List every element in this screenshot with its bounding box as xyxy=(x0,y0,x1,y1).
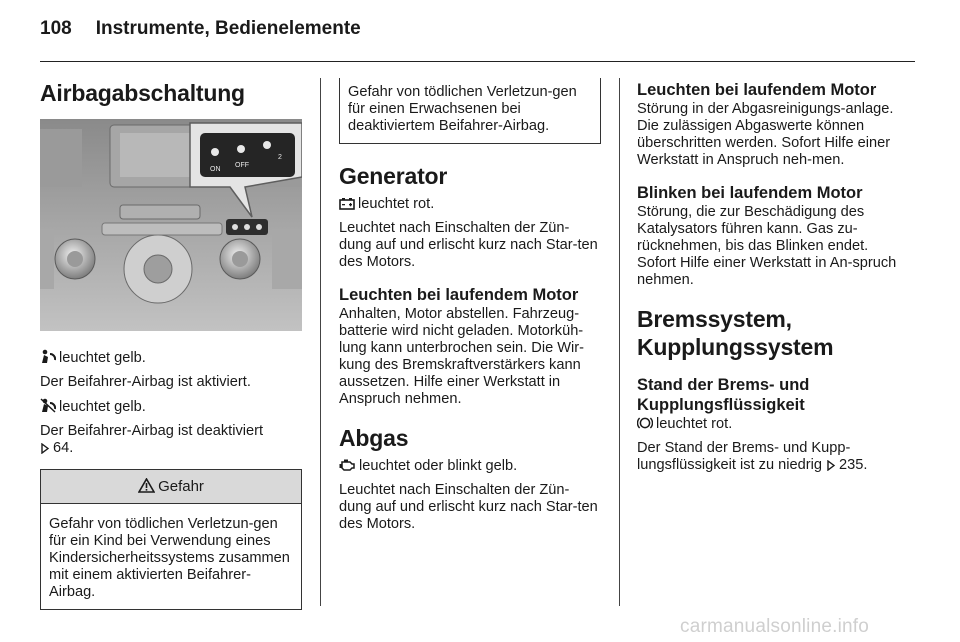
generator-status: leuchtet rot. xyxy=(358,196,435,212)
dashboard-photo xyxy=(40,119,302,331)
airbag-activated-text: Der Beifahrer-Airbag ist aktiviert. xyxy=(40,374,251,390)
watermark: carmanualsonline.info xyxy=(680,616,870,637)
brake-fluid-icon xyxy=(637,416,653,430)
running-engine-title-2: Leuchten bei laufendem Motor xyxy=(637,81,877,99)
fluid-page-ref[interactable]: 235. xyxy=(839,457,868,473)
column-divider-2 xyxy=(619,78,620,606)
exhaust-title: Abgas xyxy=(339,425,409,451)
exhaust-text: Leuchtet nach Einschalten der Zün-dung auf und erlischt kurz nach Star-ten des Motors. xyxy=(339,482,598,532)
warning-box-child xyxy=(40,469,302,610)
generator-title: Generator xyxy=(339,163,448,189)
warning-title: Gefahr xyxy=(158,478,204,495)
page-header xyxy=(40,18,361,40)
exhaust-status: leuchtet oder blinkt gelb. xyxy=(359,458,518,474)
fluid-title-line2: Kupplungsflüssigkeit xyxy=(637,396,805,414)
warning-text: Gefahr von tödlichen Verletzun-gen für ein Kind bei Verwendung eines Kindersicherheitssystems zusammen mit einem aktivierten Beifahrer-Airbag. xyxy=(49,516,290,600)
label-two: 2 xyxy=(278,154,282,161)
dashboard-illustration xyxy=(40,119,302,331)
brake-system-title-line2: Kupplungssystem xyxy=(637,334,834,360)
fluid-title-line1: Stand der Brems- und xyxy=(637,376,810,394)
label-off: OFF xyxy=(235,162,249,169)
warning-header xyxy=(41,470,301,504)
blinking-title: Blinken bei laufendem Motor xyxy=(637,184,863,202)
page-number: 108 xyxy=(40,18,72,39)
column-3 xyxy=(637,80,907,481)
blinking-text: Störung, die zur Beschädigung des Katalysators führen kann. Gas zu-rücknehmen, bis das Blinken endet. Sofort Hilfe einer Werkstatt in An-spruch nehmen. xyxy=(637,204,897,288)
column-1 xyxy=(40,70,302,610)
header-rule xyxy=(40,61,915,62)
label-on: ON xyxy=(210,166,221,173)
fluid-status: leuchtet rot. xyxy=(656,416,733,432)
warning-box-adult: Gefahr von tödlichen Verletzun-gen für einen Erwachsenen bei deaktiviertem Beifahrer-Airbag. xyxy=(339,78,601,144)
airbag-off-icon xyxy=(40,398,56,413)
page-ref-icon xyxy=(826,460,836,471)
engine-icon xyxy=(339,458,356,472)
warning-triangle-icon xyxy=(138,478,155,493)
running-engine-text: Anhalten, Motor abstellen. Fahrzeug-batterie wird nicht geladen. Motorküh-lung kann unterbrochen sein. Die Wir-kung des Bremskraftverstärkers kann aussetzen. Hilfe einer Werkstatt in Anspruch nehmen. xyxy=(339,306,584,407)
column-2 xyxy=(339,78,601,540)
battery-icon xyxy=(339,197,355,210)
section-title: Instrumente, Bedienelemente xyxy=(95,18,361,39)
airbag-on-icon xyxy=(40,349,56,364)
airbag-deactivated-text: Der Beifahrer-Airbag ist deaktiviert xyxy=(40,423,264,439)
airbag-on-status: leuchtet gelb. xyxy=(59,350,146,366)
running-engine-text-2: Störung in der Abgasreinigungs-anlage. Die zulässigen Abgaswerte können überschritten werden. Sofort Hilfe einer Werkstatt in Anspruch neh-men. xyxy=(637,101,894,168)
running-engine-title: Leuchten bei laufendem Motor xyxy=(339,286,579,304)
airbag-off-status: leuchtet gelb. xyxy=(59,399,146,415)
column-divider-1 xyxy=(320,78,321,606)
generator-text: Leuchtet nach Einschalten der Zün-dung auf und erlischt kurz nach Star-ten des Motors. xyxy=(339,220,598,270)
fluid-text: Der Stand der Brems- und Kupp-lungsflüssigkeit ist zu niedrig xyxy=(637,440,851,473)
brake-system-title-line1: Bremssystem, xyxy=(637,306,792,332)
airbag-page-ref[interactable]: 64. xyxy=(53,440,74,456)
page-ref-icon xyxy=(40,443,50,454)
airbag-title: Airbagabschaltung xyxy=(40,80,245,106)
